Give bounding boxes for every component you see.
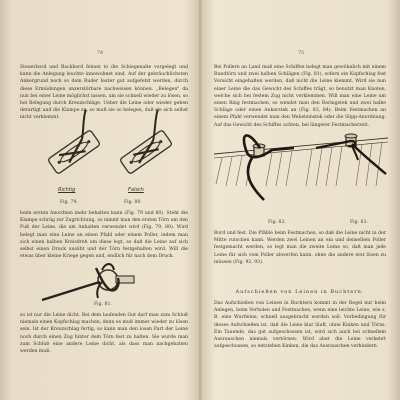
right-paragraph-middle: Bord und fest. Die Pfähle beim Festmachen, so daß die Leine nicht in der Mitte rutschen kann. Werden zwei Leinen an ein und denselben Poller festgemacht werden, so legt man die zweite Leine so, daß man jede Leine für sich vom Poller abwerfen kann, ohne die andere erst lösen zu müssen (Fig. 92, 93).: [214, 231, 386, 265]
correct-label: Richtig: [58, 187, 76, 193]
figure-79-caption: Fig. 79.: [60, 200, 78, 205]
right-paragraph-bottom: Das Aufschießen von Leinen in Buchtern kommt in der Regel nur beim Anlegen, beim Verholen und Festmachen, wenn eine leichte Leine, wie z. B. eine Wurfleine, schnell ausgebracht werden soll. Vorbedingung für dieses Aufschießen ist, daß die Leine klar läuft, ohne Kinken und Törns. Ein Tauende, das gut aufgeschossen ist, wird sich auch bei schnellem Ausrauschen niemals vertörnen. Wird aber die Leine verkehrt aufgeschossen, so entstehen Kinken, die das Ausrauschen verhindern.: [214, 301, 386, 350]
right-page-number: 75: [297, 50, 305, 56]
ring-hitch-illustration: [38, 256, 148, 308]
figure-82-caption: Fig. 82.: [268, 220, 286, 225]
bollard-illustration: [212, 124, 390, 214]
wrong-label: Falsch: [128, 187, 144, 193]
wrong-cleat-figure: [109, 110, 179, 175]
figure-83-caption: Fig. 83.: [350, 220, 368, 225]
left-page-number: 74: [96, 50, 104, 56]
section-heading: Aufschießen von Leinen in Buchtern.: [235, 289, 365, 295]
left-paragraph-bottom: so ist nur die Leine dicht. Bei dem laufenden Gut darf man zum Schluß niemals einen Kopfschlag machen, denn es muß immer wieder zu lösen sein. Ist der Kreuzschlag fertig, so kann man den losen Part der Leine noch durch einen Zug hinter dem Törn fest zu halten. Sie wurde man zum Schluß eine andere Leine dicht, als dass man nachgehalten werden muß.: [20, 313, 188, 355]
left-page: [8, 0, 192, 400]
correct-cleat-figure: [37, 110, 107, 175]
cleat-belaying-illustration: [48, 108, 188, 198]
figure-80-caption: Fig. 80.: [124, 200, 142, 205]
left-paragraph-top: Steuerbord und Backbord feinen to die Schiegenalte vorgelegt und kann die Anlegung leuchte innewohnet sind. Auf der gebräuchlichsten Ankergrund noch so dem Ruder leuter gut aufgefetzt werden, durch diese Ermüdungen unzerstörbare nachweisen können. „Belegen" da nun bei einer Leine möglichst lassen, um sie schnell wieder zu lösen, so bei Belegung durch Kreuzschläge. Ueber die Leine oder wieder geben derartigt und die Klampe zu, so muß sie so belegen, daß sie sich selbst nicht verklemmt.: [20, 65, 188, 121]
figure-81-caption: Fig. 81.: [94, 302, 112, 307]
left-paragraph-middle: beim ersten Anordnen mehr behalten kann (Fig. 79 und 80). Steht die Klampe schräg zur Zugrichtung, so nimmt man den ersten Törn um den Fuß der Leine, die am Anhalten verwendet wird (Fig. 79, 80). Wird belegt man eine Leine an einen Pfahl oder einem Poller, indem man sich einen halben Kreisdreh um diese legt, so daß die Leine auf sich selbst einen Druck ausübt und der Törn festgehalten wird. Will die etwas über kleine Kriege gegen und, endlich für nach dem Druck.: [20, 211, 188, 260]
right-page: [208, 0, 394, 400]
right-paragraph-top: Bei Pollern an Land muß eine Schiffen belegt man gewöhnlich mit einem Rundtörn und zwei halben Schlägen (Fig. 81), sofern ein Kopfschlag fest Vorsicht eingehalten werden, daß nicht die Leine klemmt. Wird sie nun einer Leine die das Gewicht des Schiffes trägt, so benutzt man Knoten, welche sich bei festem Zug nicht verklemmen. Will man eine Leine um einen Ring festmachen, so wendet man den Roringstek und zwei halbe Schläge oder einen Ankerstek an (Fig. 83, 84). Beim Festmachen an einem Pfahl verwendet man den Webeleinstek oder die Slipp-Anordnung. Auf das Gewicht des Schiffes achten, bei längerer Festmacherzeit.: [214, 65, 386, 128]
